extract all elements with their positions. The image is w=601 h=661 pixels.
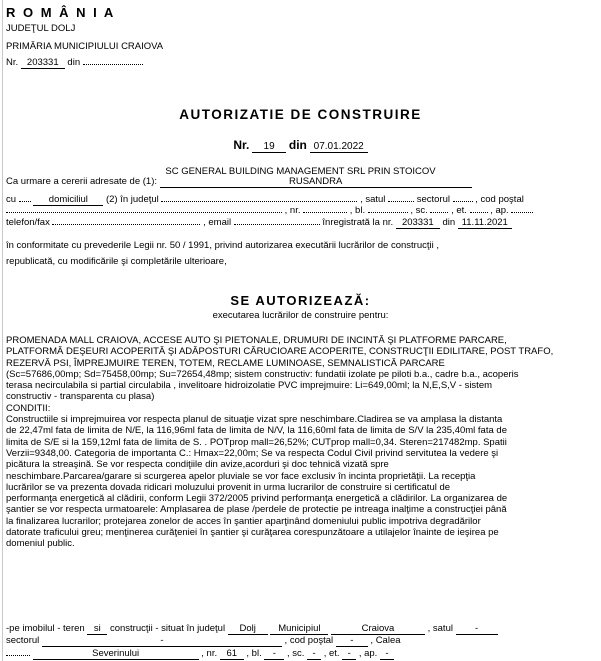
works-line: Constructiile si imprejmuirea vor respecta planul de situaţie vizat spre neschimbare.Cladirea se va amplasa la distanta xyxy=(6,414,503,426)
et-label: , et. xyxy=(451,205,467,216)
works-line: datorate traficului greu; menţinerea curăţeniei în şantier şi curăţarea corespunzătoare a utilajelor înainte de ieşirea pe xyxy=(6,527,499,539)
bl-label: , bl. xyxy=(349,205,366,216)
location-cod-value: - xyxy=(336,636,368,647)
telefon-label: telefon/fax xyxy=(6,217,50,228)
works-line: PLATFORMĂ DEŞEURI ACOPERITĂ ŞI ADĂPOSTURI CĂRUCIOARE ACOPERITE, CONSTRUCŢII EDILITARE, POST TRAFO, xyxy=(6,346,554,358)
se-autorizeaza-heading: SE AUTORIZEAZĂ: xyxy=(230,293,371,308)
request-label: Ca urmare a cererii adresate de (1): xyxy=(6,176,158,187)
works-line: (Sc=57686,00mp; Sd=75458,00mp; Su=72654,48mp; sistem constructiv: fundatii izolate pe piloti b.a., cadre b.a., acoperis xyxy=(6,368,519,380)
location-si: si xyxy=(87,624,107,635)
ap-label: , ap. xyxy=(490,205,509,216)
document-title: AUTORIZATIE DE CONSTRUIRE xyxy=(179,107,422,122)
ap-blank xyxy=(511,204,533,213)
works-line: domeniul public. xyxy=(6,538,75,550)
works-line: performanţa energetică al clădirii, conform Legii 372/2005 privind performanţa energetică a clădirilor. La organizarea de xyxy=(6,493,508,505)
location-oras: Craiova xyxy=(331,624,425,635)
bl-blank xyxy=(368,204,408,213)
works-line: terasa necirculabila si partial circulabila , invelitoare hidroizolatie PVC imprejmuire: Li=649,00ml; la N,E,S,V - sistem xyxy=(6,380,493,392)
location-line-3 xyxy=(6,647,394,660)
law-text-2: republicată, cu modificările şi completările ulterioare, xyxy=(6,256,227,267)
location-satul-label: , satul xyxy=(427,623,453,634)
sectorul-label: sectorul xyxy=(416,194,450,205)
judet-label: (2) în judeţul xyxy=(105,194,159,205)
works-line: lucrărilor se va prezenta dovada ridicari moluzului provenit in urma lucrarilor de construire si certificatul de xyxy=(6,481,451,493)
location-ap-label: , ap. xyxy=(358,648,378,659)
auth-date: 07.01.2022 xyxy=(310,142,368,153)
domicile-value: domiciliul xyxy=(33,195,103,206)
registration-date: 11.11.2021 xyxy=(458,218,512,229)
authorization-number-line xyxy=(0,138,601,153)
works-line: constructiv - transparenta cu plasa) xyxy=(6,391,155,403)
sc-label: , sc. xyxy=(410,205,428,216)
location-bl-label: , bl. xyxy=(246,648,262,659)
applicant-company: SC GENERAL BUILDING MANAGEMENT SRL PRIN STOICOV xyxy=(165,166,436,177)
header-nr-value: 203331 xyxy=(21,58,65,69)
location-et-label: , et. xyxy=(323,648,340,659)
works-line: PROMENADA MALL CRAIOVA, ACCESE AUTO ŞI PIETONALE, DRUMURI DE INCINTĂ ŞI PLATFORME PARCARE, xyxy=(6,335,507,346)
works-line: şantier se vor respecta urmatoarele: Amplasarea de plase /perdele de protectie pe intreaga inalţime a construcţiei până xyxy=(6,504,507,516)
authority-heading: PRIMĂRIA MUNICIPIULUI CRAIOVA xyxy=(6,41,164,52)
et-blank xyxy=(470,204,488,213)
header-nr-label: Nr. xyxy=(6,57,19,68)
works-line: neschimbare.Parcarea/garare si scurgerea apelor pluviale se vor face exclusiv în incinta proprietăţii. La recepţia xyxy=(6,470,476,482)
nr-label: , nr. xyxy=(284,205,301,216)
sectorul-blank xyxy=(453,193,473,202)
law-text-1: în conformitate cu prevederile Legii nr. 50 / 1991, privind autorizarea executării lucrărilor de construcţii , xyxy=(6,240,439,251)
header-number-line xyxy=(6,56,143,69)
nr-blank xyxy=(303,204,347,213)
works-description xyxy=(6,335,596,550)
location-bl-value: - xyxy=(264,649,284,660)
location-cod-label: , cod poştal xyxy=(284,635,334,646)
location-sectorul-label: sectorul xyxy=(6,635,40,646)
auth-nr-value: 19 xyxy=(252,142,286,153)
header-din-label: din xyxy=(67,57,81,68)
works-line: de 22,47ml fata de limita de N/E, la 116,96ml fata de limita de N/V, la 116,60ml fata de limita de S/V la 235,40ml fata de xyxy=(6,425,507,437)
executarea-line: executarea lucrărilor de construire pentru: xyxy=(212,310,389,321)
request-line xyxy=(6,176,472,188)
auth-din-label: din xyxy=(288,138,307,152)
location-street: Severinului xyxy=(33,649,199,660)
cu-blank xyxy=(19,193,31,202)
location-sc-label: , sc. xyxy=(287,648,305,659)
county-heading: JUDEŢUL DOLJ xyxy=(6,23,76,34)
works-line: REZERVĂ PSI, ÎMPREJMUIRE TEREN, TOTEM, RECLAME LUMINOASE, SEMNALISTICĂ PARCARE xyxy=(6,357,445,369)
cu-label: cu xyxy=(6,194,17,205)
satul-label: , satul xyxy=(360,194,386,205)
works-line: picătura la streaşină. Se vor respecta condiţiile din avize,acorduri şi doc tehnică vizată spre xyxy=(6,459,389,471)
telefon-blank xyxy=(52,216,200,225)
registered-label: înregistrată la nr. xyxy=(322,217,394,228)
judet-blank xyxy=(161,193,357,202)
location-et-value: - xyxy=(342,649,356,660)
registration-number: 203331 xyxy=(396,218,440,229)
address-line xyxy=(6,204,533,216)
satul-blank xyxy=(388,193,414,202)
location-line-2 xyxy=(6,635,401,647)
works-line: CONDITII: xyxy=(6,402,51,414)
location-line-1 xyxy=(6,623,498,635)
works-line: limita de S/E si la 159,12ml fata de limita de S. . POTprop mall=26,52%; CUTprop mall=0,34. Steren=217482mp. Spatii xyxy=(6,436,507,448)
location-nr-label: , nr. xyxy=(201,648,218,659)
street-lead-blank xyxy=(6,647,30,656)
cod-postal-label: , cod poştal xyxy=(475,194,524,205)
location-intro: -pe imobilul - teren xyxy=(6,623,85,634)
location-ap-value: - xyxy=(380,649,394,660)
works-line: la finalizarea lucrarilor; protejarea zonelor de acces în şantier aparţinând domeniului public impotriva degradărilor xyxy=(6,515,481,527)
auth-nr-label: Nr. xyxy=(233,138,250,152)
contact-line xyxy=(6,216,512,229)
sc-blank xyxy=(430,204,448,213)
page-left-border xyxy=(2,0,3,661)
email-label: , email xyxy=(203,217,232,228)
registration-din-label: din xyxy=(442,217,456,228)
location-calea-label: , Calea xyxy=(370,635,401,646)
country-heading: R O M Â N I A xyxy=(6,5,116,20)
email-blank xyxy=(234,216,320,225)
location-constructii: construcţii - situat în judeţul xyxy=(109,623,226,634)
applicant-name: RUSANDRA xyxy=(160,177,472,188)
location-judet: Dolj xyxy=(228,624,268,635)
header-din-blank xyxy=(83,56,143,65)
works-line: Verzii=9348,00. Categoria de importanta C.: Hmax=22,00m; Se va respecta Codul Civil privind servitutea la vedere şi xyxy=(6,447,499,459)
location-sectorul-value: - xyxy=(42,636,282,647)
location-satul-value: - xyxy=(456,624,498,635)
location-municipiul: Municipiul xyxy=(270,624,328,635)
street-blank xyxy=(6,204,282,213)
location-nr-value: 61 xyxy=(220,649,244,660)
location-sc-value: - xyxy=(307,649,321,660)
